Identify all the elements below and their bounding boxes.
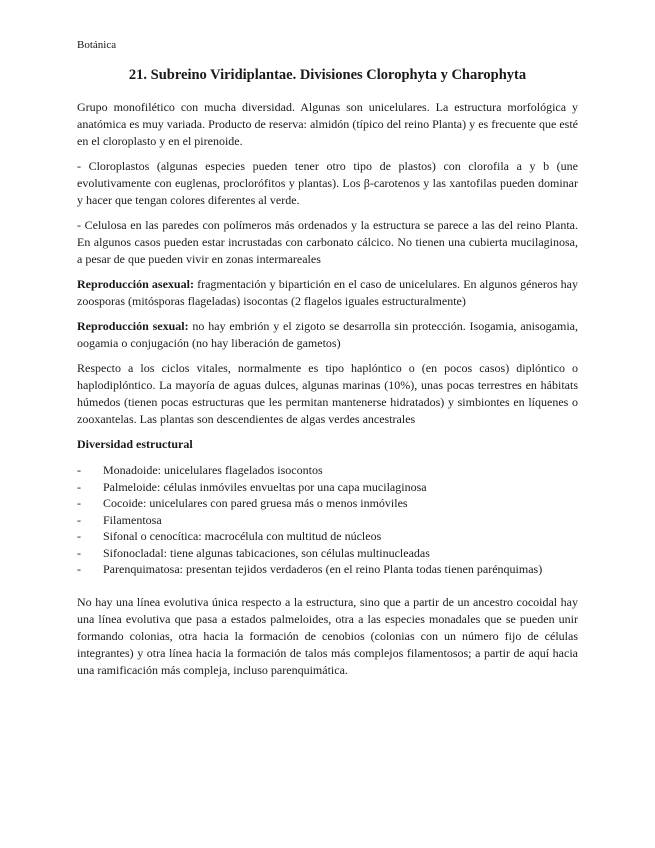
list-dash: -: [77, 512, 81, 527]
list-item: [77, 462, 578, 479]
paragraph-reproduccion-sexual: [77, 318, 578, 352]
paragraph-reproduccion-asexual: [77, 276, 578, 310]
list-dash: -: [77, 463, 81, 477]
list-item-text: Parenquimatosa: presentan tejidos verdaderos (en el reino Planta todas tienen parénquimas): [103, 562, 543, 576]
asexual-label: Reproducción asexual:: [77, 277, 194, 291]
list-item-text: Filamentosa: [103, 512, 162, 527]
list-dash: -: [77, 479, 81, 494]
list-item: [77, 479, 578, 496]
paragraph-ciclos-vitales: Respecto a los ciclos vitales, normalmente es tipo haplóntico o (en pocos casos) diplóntico o haplodiplóntico. La mayoría de aguas dulces, algunas marinas (10%), unas pocas terrestres en hábitats húmedos (tienen pocas estructuras que les permitan mantenerse hidratados) y simbiontes en líquenes o zooxantelas. Las plantas son descendientes de algas verdes ancestrales: [77, 361, 578, 426]
asexual-text: fragmentación y bipartición en el caso de unicelulares. En algunos géneros hay zoosporas (mitósporas flageladas) isocontas (2 flagelos iguales estructuralmente): [77, 277, 578, 308]
diversity-list: [77, 462, 578, 578]
paragraph-cloroplastos: - Cloroplastos (algunas especies pueden tener otro tipo de plastos) con clorofila a y b (une evolutivamente con euglenas, proclorófitos y plantas). Los β-carotenos y las xantofilas pueden dominar y hacer que tengan colores diferentes al verde.: [77, 159, 578, 207]
page-title: 21. Subreino Viridiplantae. Divisiones Clorophyta y Charophyta: [128, 67, 527, 83]
paragraph-intro: Grupo monofilético con mucha diversidad. Algunas son unicelulares. La estructura morfológica y anatómica es muy variada. Producto de reserva: almidón (típico del reino Planta) y es frecuente que esté en el cloroplasto y en el pirenoide.: [77, 100, 578, 148]
list-dash: -: [77, 496, 81, 510]
list-item: [77, 495, 578, 512]
list-item-text: Palmeloide: células inmóviles envueltas por una capa mucilaginosa: [103, 479, 427, 494]
section-title-diversidad: Diversidad estructural: [77, 437, 193, 451]
list-item-text: Sifonal o cenocítica: macrocélula con multitud de núcleos: [103, 529, 382, 543]
list-item: [77, 561, 578, 578]
page-header: Botánica: [77, 39, 117, 51]
paragraph-closing: No hay una línea evolutiva única respecto a la estructura, sino que a partir de un ancestro cocoidal hay una línea evolutiva que pasa a estados palmeloides, otra a las especies monadales que se pueden unir formando colonias, otra hacia la formación de cenobios (colonias con un número fijo de células integrantes) y otra línea hacia la formación de talos más complejos filamentosos; a partir de aquí hacia una ramificación más compleja, incluso parenquimática.: [77, 594, 578, 677]
sexual-text: no hay embrión y el zigoto se desarrolla sin protección. Isogamia, anisogamia, oogamia o conjugación (no hay liberación de gametos): [77, 319, 578, 350]
list-item-text: Sifonocladal: tiene algunas tabicaciones, son células multinucleadas: [103, 545, 430, 560]
list-dash: -: [77, 545, 81, 560]
sexual-label: Reproducción sexual:: [77, 319, 189, 333]
list-item-text: Cocoide: unicelulares con pared gruesa más o menos inmóviles: [103, 496, 408, 510]
list-dash: -: [77, 562, 81, 576]
list-item: [77, 545, 578, 562]
list-dash: -: [77, 529, 81, 543]
list-item: [77, 512, 578, 529]
paragraph-celulosa: - Celulosa en las paredes con polímeros más ordenados y la estructura se parece a las del reino Planta. En algunos casos pueden estar incrustadas con carbonato cálcico. No tienen una cubierta mucilaginosa, a pesar de que pueden vivir en zonas intermareales: [77, 218, 578, 266]
list-item-text: Monadoide: unicelulares flagelados isocontos: [103, 463, 323, 477]
list-item: [77, 528, 578, 545]
